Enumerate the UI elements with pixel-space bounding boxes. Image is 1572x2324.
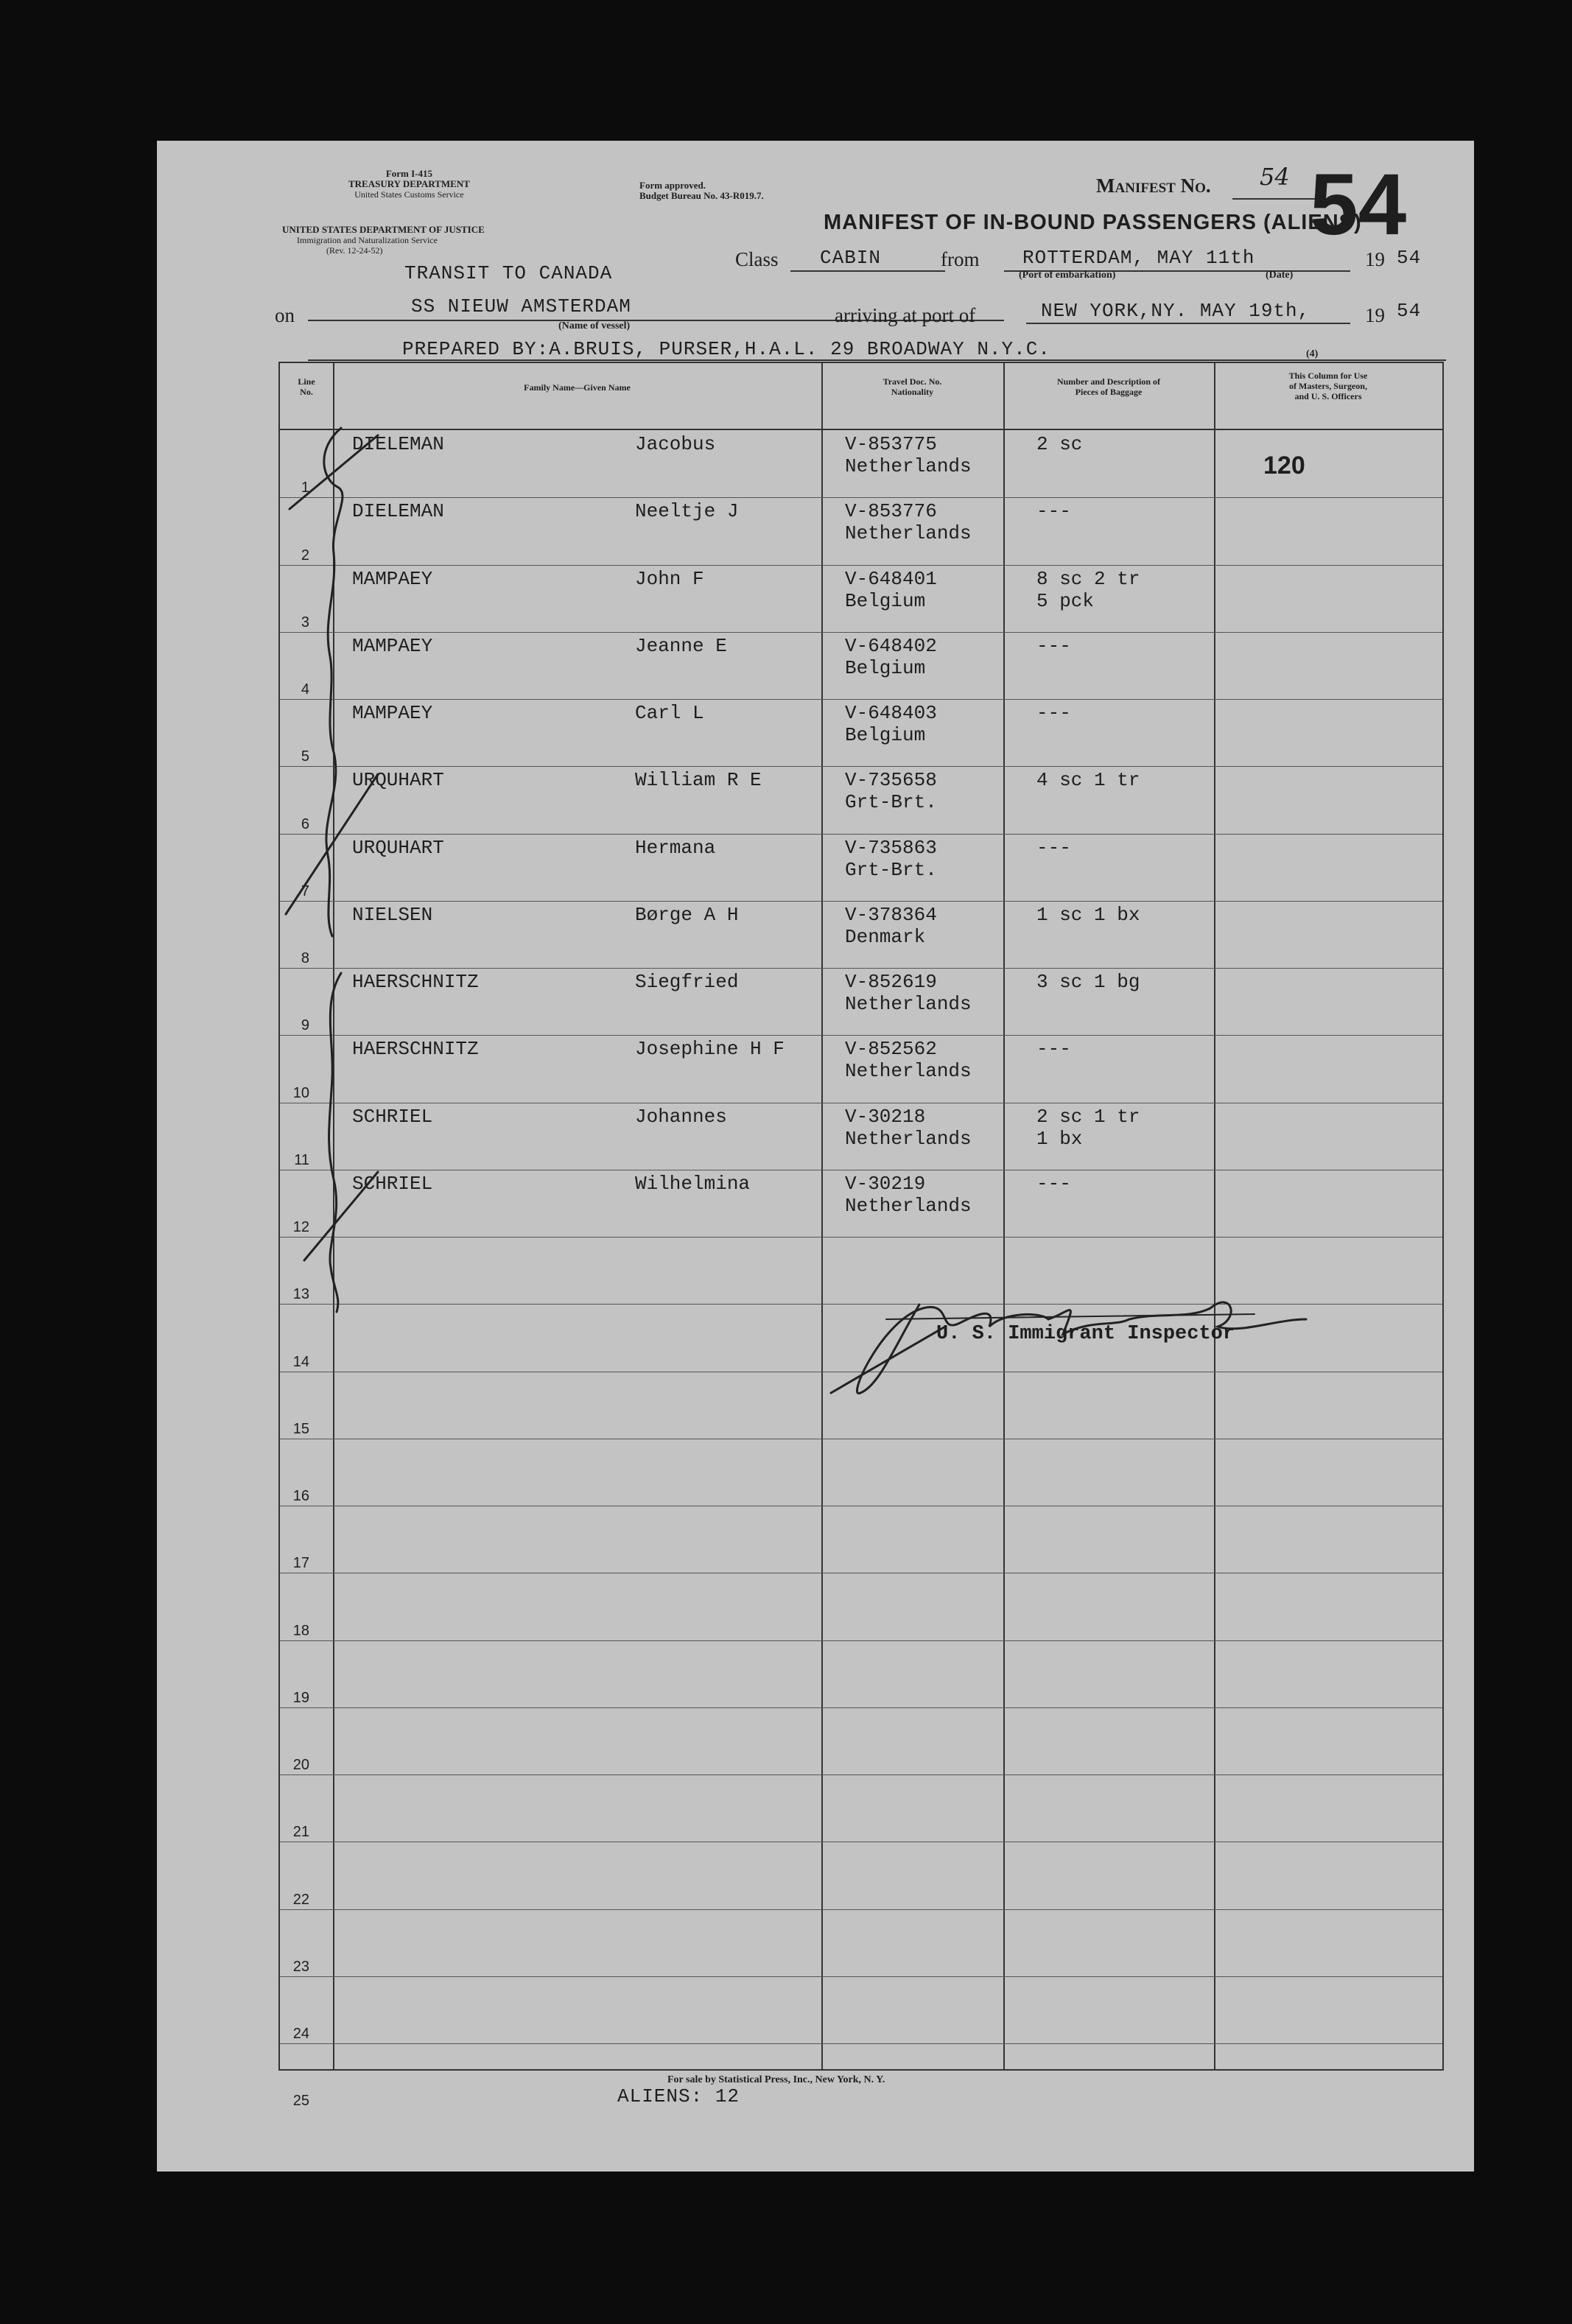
baggage: ---: [1036, 836, 1071, 859]
line-number: 21: [292, 1824, 309, 1841]
family-name: MAMPAEY: [352, 702, 433, 724]
baggage: ---: [1036, 634, 1071, 657]
manifest-no-handwritten: 54: [1260, 163, 1290, 191]
baggage: 2 sc 1 tr: [1036, 1105, 1140, 1128]
check-mark: [304, 1172, 378, 1260]
signature-flourish: [831, 1327, 945, 1393]
bracket-mark: [324, 428, 343, 936]
travel-doc-no: V-852619: [845, 971, 937, 993]
line-number: 2: [301, 547, 309, 564]
manifest-sheet: [157, 141, 1474, 2172]
printer-note: For sale by Statistical Press, Inc., New York, N. Y.: [667, 2074, 885, 2085]
arriving-label: arriving at port of: [835, 304, 976, 326]
baggage: 2 sc: [1036, 433, 1083, 455]
arrival-year-value: 54: [1397, 300, 1422, 322]
family-name: URQUHART: [352, 836, 444, 859]
travel-doc-no: V-648401: [845, 567, 937, 590]
family-name: SCHRIEL: [352, 1172, 433, 1195]
baggage: 4 sc 1 tr: [1036, 769, 1140, 792]
baggage: 8 sc 2 tr: [1036, 567, 1140, 590]
line-number: 8: [301, 950, 309, 966]
ins-title: Immigration and Naturalization Service: [297, 235, 438, 245]
line-number: 20: [292, 1757, 309, 1773]
line-number: 19: [292, 1689, 309, 1706]
baggage: 5 pck: [1036, 589, 1095, 612]
family-name: URQUHART: [352, 769, 444, 792]
line-number: 14: [292, 1353, 309, 1370]
inspector-caption: U. S. Immigrant Inspector: [936, 1323, 1235, 1345]
travel-doc-no: V-735863: [845, 836, 937, 859]
page-title: MANIFEST OF IN-BOUND PASSENGERS (ALIENS): [824, 211, 1362, 234]
baggage: 1 bx: [1036, 1127, 1083, 1150]
baggage: 1 sc 1 bx: [1036, 903, 1140, 926]
given-name: Børge A H: [635, 903, 739, 926]
line-number: 13: [292, 1286, 309, 1303]
travel-doc-no: V-30218: [845, 1105, 926, 1128]
given-name: William R E: [635, 769, 762, 792]
line-number: 23: [292, 1958, 309, 1975]
travel-doc-no: V-853775: [845, 433, 937, 455]
on-label: on: [275, 304, 295, 326]
nationality: Netherlands: [845, 455, 972, 477]
arrival-year-prefix: 19: [1365, 304, 1385, 326]
manifest-no-label: Manifest No.: [1096, 175, 1211, 197]
transit-note: TRANSIT TO CANADA: [404, 262, 613, 284]
line-number: 3: [301, 614, 309, 631]
baggage: 3 sc 1 bg: [1036, 971, 1140, 993]
travel-doc-no: V-378364: [845, 903, 937, 926]
family-name: DIELEMAN: [352, 433, 444, 455]
line-number: 10: [292, 1084, 309, 1101]
line-number: 16: [292, 1488, 309, 1504]
nationality: Netherlands: [845, 522, 972, 545]
year-value: 54: [1397, 247, 1422, 269]
year-prefix: 19: [1365, 248, 1385, 270]
arrival-value: NEW YORK,NY. MAY 19th,: [1041, 300, 1310, 322]
port-caption: (Port of embarkation): [1019, 270, 1116, 281]
family-name: MAMPAEY: [352, 567, 433, 590]
travel-doc-no: V-853776: [845, 500, 937, 523]
doj-title: UNITED STATES DEPARTMENT OF JUSTICE: [282, 224, 485, 235]
baggage: ---: [1036, 1172, 1071, 1195]
nationality: Netherlands: [845, 1194, 972, 1217]
baggage: ---: [1036, 702, 1071, 724]
header-line-no: Line No.: [298, 376, 315, 397]
given-name: Hermana: [635, 836, 716, 859]
line-number: 7: [301, 882, 309, 899]
line-number: 4: [301, 681, 309, 698]
line-number: 17: [292, 1555, 309, 1572]
handwriting-marks: [157, 141, 1474, 2172]
note-4: (4): [1306, 348, 1319, 359]
travel-doc-no: V-30219: [845, 1172, 926, 1195]
travel-doc-no: V-852562: [845, 1038, 937, 1061]
aliens-total: ALIENS: 12: [617, 2085, 740, 2107]
check-mark: [290, 435, 378, 509]
line-number: 24: [292, 2026, 309, 2042]
family-name: NIELSEN: [352, 903, 433, 926]
nationality: Grt-Brt.: [845, 791, 937, 814]
given-name: Siegfried: [635, 971, 739, 993]
travel-doc-no: V-648402: [845, 634, 937, 657]
given-name: Jeanne E: [635, 634, 727, 657]
header-travel-doc: Travel Doc. No. Nationality: [883, 376, 942, 397]
family-name: HAERSCHNITZ: [352, 1038, 479, 1061]
form-number: Form I-415: [385, 168, 433, 179]
line-number: 25: [292, 2093, 309, 2110]
from-value: ROTTERDAM, MAY 11th: [1022, 247, 1255, 269]
class-value: CABIN: [820, 247, 882, 269]
given-name: Neeltje J: [635, 500, 739, 523]
given-name: Carl L: [635, 702, 704, 724]
nationality: Belgium: [845, 589, 926, 612]
revision-date: (Rev. 12-24-52): [326, 245, 383, 256]
header-officer-use: This Column for Use of Masters, Surgeon, and U. S. Officers: [1288, 371, 1368, 401]
given-name: Wilhelmina: [635, 1172, 751, 1195]
family-name: HAERSCHNITZ: [352, 971, 479, 993]
family-name: DIELEMAN: [352, 500, 444, 523]
nationality: Belgium: [845, 724, 926, 746]
budget-bureau: Budget Bureau No. 43-R019.7.: [639, 190, 764, 201]
date-caption: (Date): [1266, 270, 1294, 281]
vessel-caption: (Name of vessel): [558, 320, 631, 331]
nationality: Netherlands: [845, 1060, 972, 1083]
nationality: Netherlands: [845, 993, 972, 1015]
check-mark: [286, 774, 378, 914]
from-label: from: [941, 248, 980, 270]
line-number: 6: [301, 815, 309, 832]
given-name: Jacobus: [635, 433, 716, 455]
manifest-no-stamped: 54: [1310, 156, 1407, 253]
nationality: Belgium: [845, 656, 926, 679]
given-name: Johannes: [635, 1105, 727, 1128]
line-number: 18: [292, 1622, 309, 1639]
given-name: John F: [635, 567, 704, 590]
family-name: MAMPAEY: [352, 634, 433, 657]
line-number: 22: [292, 1891, 309, 1908]
family-name: SCHRIEL: [352, 1105, 433, 1128]
line-number: 12: [292, 1219, 309, 1235]
header-name: Family Name—Given Name: [524, 382, 631, 393]
line-number: 11: [294, 1151, 309, 1168]
travel-doc-no: V-648403: [845, 702, 937, 724]
class-label: Class: [735, 248, 779, 270]
form-approved: Form approved.: [639, 180, 706, 191]
nationality: Denmark: [845, 925, 926, 948]
baggage: ---: [1036, 500, 1071, 523]
given-name: Josephine H F: [635, 1038, 785, 1061]
line-number: 5: [301, 748, 309, 765]
nationality: Netherlands: [845, 1127, 972, 1150]
baggage: ---: [1036, 1038, 1071, 1061]
customs-service: United States Customs Service: [354, 189, 464, 200]
line-number: 1: [301, 480, 309, 496]
line-number: 9: [301, 1017, 309, 1034]
travel-doc-no: V-735658: [845, 769, 937, 792]
officer-number: 120: [1263, 452, 1305, 480]
prepared-by-line: PREPARED BY:A.BRUIS, PURSER,H.A.L. 29 BROADWAY N.Y.C.: [402, 338, 1050, 360]
vessel-value: SS NIEUW AMSTERDAM: [411, 295, 631, 317]
header-baggage: Number and Description of Pieces of Baggage: [1056, 376, 1161, 397]
nationality: Grt-Brt.: [845, 858, 937, 881]
treasury-department: TREASURY DEPARTMENT: [348, 178, 470, 189]
bracket-mark: [329, 973, 341, 1312]
line-number: 15: [292, 1420, 309, 1437]
